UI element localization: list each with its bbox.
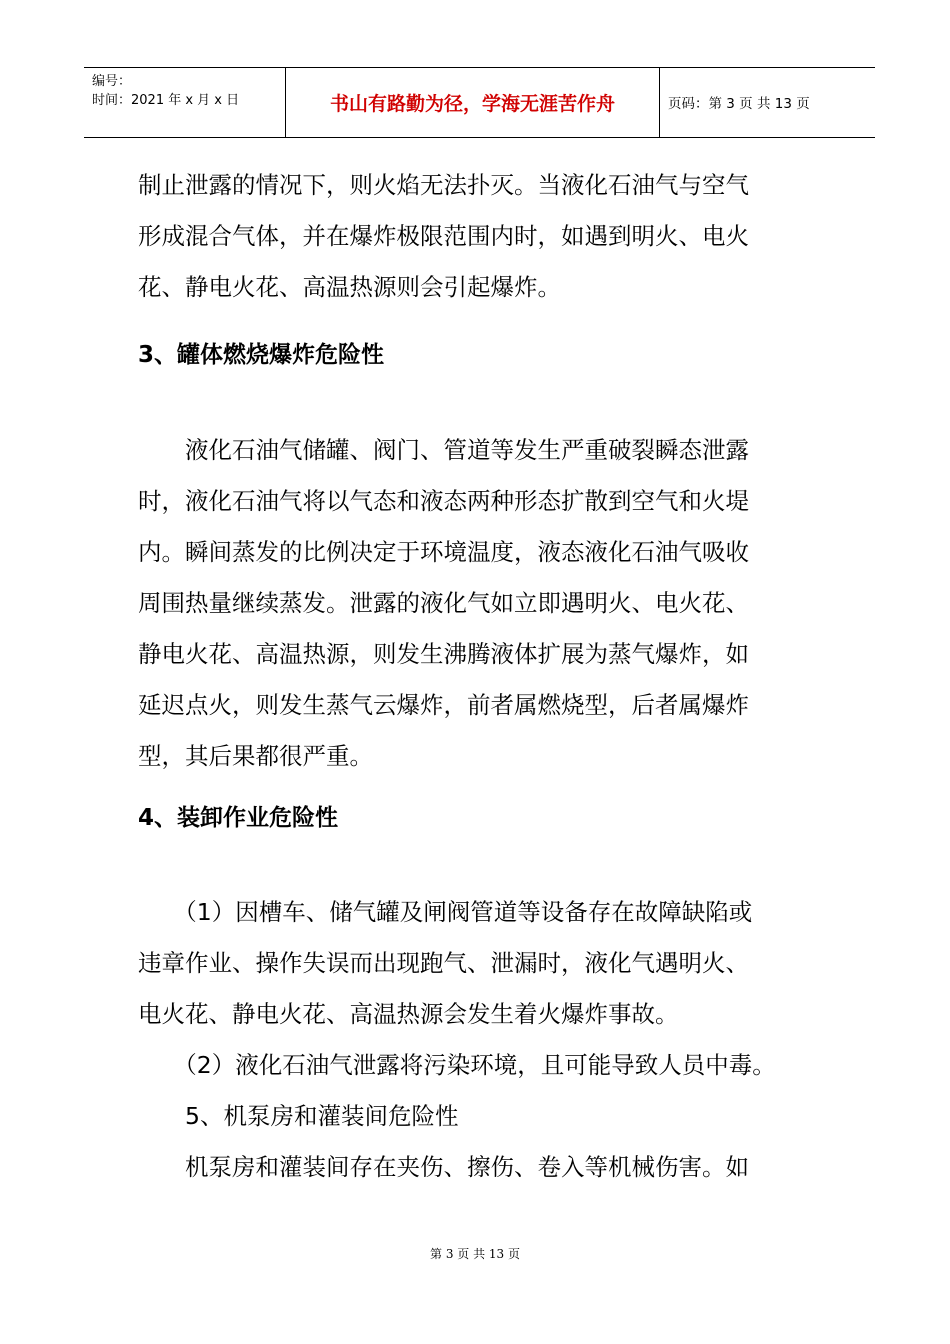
text-line: 内。瞬间蒸发的比例决定于环境温度，液态液化石油气吸收 — [138, 538, 749, 566]
text-line: 机泵房和灌装间存在夹伤、擦伤、卷入等机械伤害。如 — [138, 1153, 749, 1181]
page-header — [84, 67, 875, 138]
paragraph-continuation — [138, 160, 838, 313]
section-heading-4: 4、装卸作业危险性 — [138, 805, 339, 831]
header-divider-right — [659, 68, 660, 137]
paragraph-tank-explosion — [138, 425, 838, 782]
text-line: 违章作业、操作失误而出现跑气、泄漏时，液化气遇明火、 — [138, 949, 749, 977]
header-page-info: 页码：第 3 页 共 13 页 — [668, 96, 810, 112]
text-line: 形成混合气体，并在爆炸极限范围内时，如遇到明火、电火 — [138, 222, 749, 250]
text-line: 周围热量继续蒸发。泄露的液化气如立即遇明火、电火花、 — [138, 589, 749, 617]
text-line: 制止泄露的情况下，则火焰无法扑灭。当液化石油气与空气 — [138, 171, 749, 199]
text-line: （2）液化石油气泄露将污染环境，且可能导致人员中毒。 — [138, 1051, 776, 1079]
text-line: 时，液化石油气将以气态和液态两种形态扩散到空气和火堤 — [138, 487, 749, 515]
page-footer: 第 3 页 共 13 页 — [430, 1247, 520, 1261]
section-heading-3: 3、罐体燃烧爆炸危险性 — [138, 342, 385, 368]
header-motto: 书山有路勤为径，学海无涯苦作舟 — [329, 93, 615, 115]
text-line: 液化石油气储罐、阀门、管道等发生严重破裂瞬态泄露 — [138, 436, 749, 464]
text-line: 延迟点火，则发生蒸气云爆炸，前者属燃烧型，后者属爆炸 — [138, 691, 749, 719]
text-line: 花、静电火花、高温热源则会引起爆炸。 — [138, 273, 561, 301]
text-line: 型，其后果都很严重。 — [138, 742, 373, 770]
text-line: （1）因槽车、储气罐及闸阀管道等设备存在故障缺陷或 — [138, 898, 753, 926]
paragraph-loading-operations — [138, 887, 838, 1193]
text-line: 电火花、静电火花、高温热源会发生着火爆炸事故。 — [138, 1000, 679, 1028]
document-time-label: 时间：2021 年 x 月 x 日 — [92, 93, 240, 108]
text-line: 静电火花、高温热源，则发生沸腾液体扩展为蒸气爆炸，如 — [138, 640, 749, 668]
header-meta — [92, 72, 239, 110]
document-number-label: 编号： — [92, 74, 132, 89]
text-line: 5、机泵房和灌装间危险性 — [138, 1102, 459, 1130]
